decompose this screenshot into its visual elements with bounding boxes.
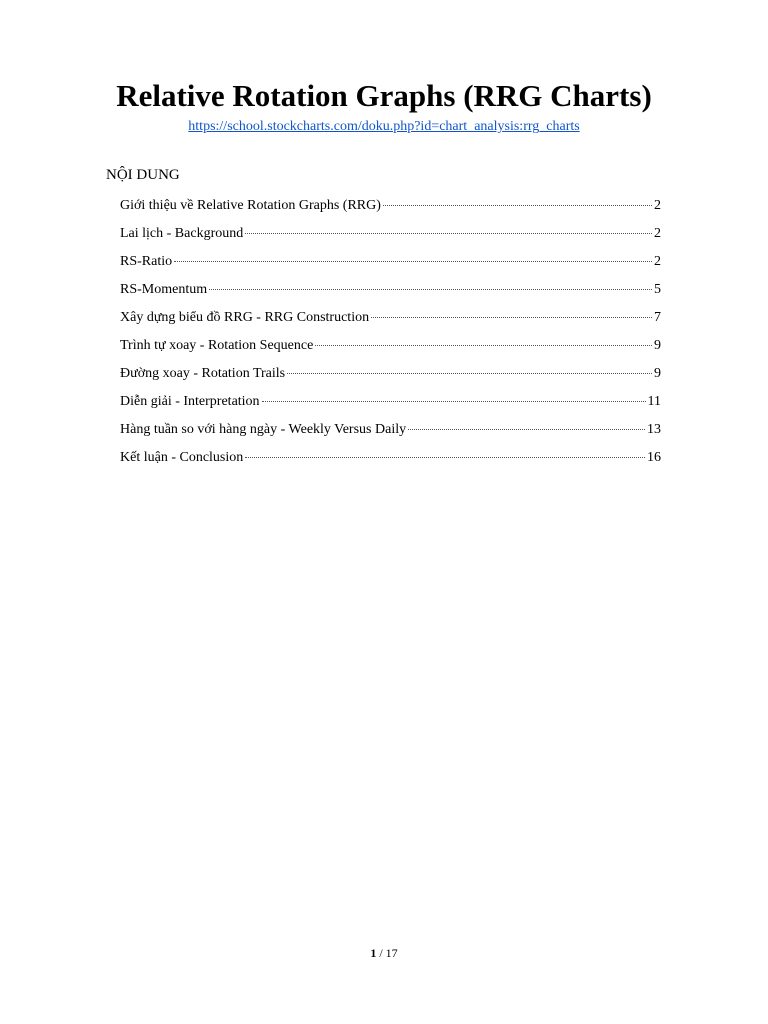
toc-entry-rotation-trails[interactable] [120, 365, 661, 393]
source-link[interactable]: https://school.stockcharts.com/doku.php?id=chart_analysis:rrg_charts [188, 119, 580, 134]
toc-entry-weekly-versus-daily[interactable] [120, 421, 661, 449]
toc-entry-introduction[interactable] [120, 197, 661, 225]
toc-entry-rotation-sequence[interactable] [120, 337, 661, 365]
toc-entry-text: RS-Momentum [120, 282, 208, 297]
table-of-contents [120, 197, 661, 477]
toc-dot-leader [245, 457, 645, 458]
document-title: Relative Rotation Graphs (RRG Charts) [116, 78, 652, 113]
toc-entry-text: Xây dựng biểu đồ RRG - RRG Construction [120, 310, 370, 325]
toc-entry-text: Đường xoay - Rotation Trails [120, 366, 286, 381]
toc-entry-page: 9 [654, 338, 661, 353]
toc-entry-text: Kết luận - Conclusion [120, 450, 244, 465]
toc-dot-leader [209, 289, 652, 290]
toc-dot-leader [174, 261, 652, 262]
toc-entry-page: 5 [654, 282, 661, 297]
toc-entry-page: 7 [654, 310, 661, 325]
toc-entry-text: RS-Ratio [120, 254, 173, 269]
toc-dot-leader [287, 373, 652, 374]
toc-entry-page: 2 [654, 198, 661, 213]
toc-dot-leader [408, 429, 645, 430]
toc-entry-text: Diễn giải - Interpretation [120, 394, 260, 409]
toc-entry-text: Lai lịch - Background [120, 226, 244, 241]
toc-dot-leader [262, 401, 646, 402]
total-pages-number: 17 [385, 946, 398, 960]
toc-dot-leader [371, 317, 652, 318]
toc-entry-page: 2 [654, 226, 661, 241]
toc-entry-interpretation[interactable] [120, 393, 661, 421]
toc-entry-rrg-construction[interactable] [120, 309, 661, 337]
toc-entry-rs-ratio[interactable] [120, 253, 661, 281]
toc-entry-conclusion[interactable] [120, 449, 661, 477]
toc-dot-leader [245, 233, 652, 234]
page-number-footer [0, 945, 768, 961]
toc-entry-page: 11 [647, 394, 661, 409]
toc-entry-text: Hàng tuần so với hàng ngày - Weekly Versus Daily [120, 422, 407, 437]
toc-entry-page: 13 [647, 422, 661, 437]
toc-heading: NỘI DUNG [106, 167, 180, 183]
toc-dot-leader [315, 345, 652, 346]
page-number-separator: / [376, 946, 386, 960]
toc-entry-text: Trình tự xoay - Rotation Sequence [120, 338, 314, 353]
toc-entry-rs-momentum[interactable] [120, 281, 661, 309]
toc-dot-leader [383, 205, 652, 206]
toc-entry-page: 2 [654, 254, 661, 269]
toc-entry-page: 9 [654, 366, 661, 381]
toc-entry-page: 16 [647, 450, 661, 465]
current-page-number: 1 [370, 946, 377, 960]
toc-entry-text: Giới thiệu về Relative Rotation Graphs (RRG) [120, 198, 381, 213]
toc-entry-background[interactable] [120, 225, 661, 253]
